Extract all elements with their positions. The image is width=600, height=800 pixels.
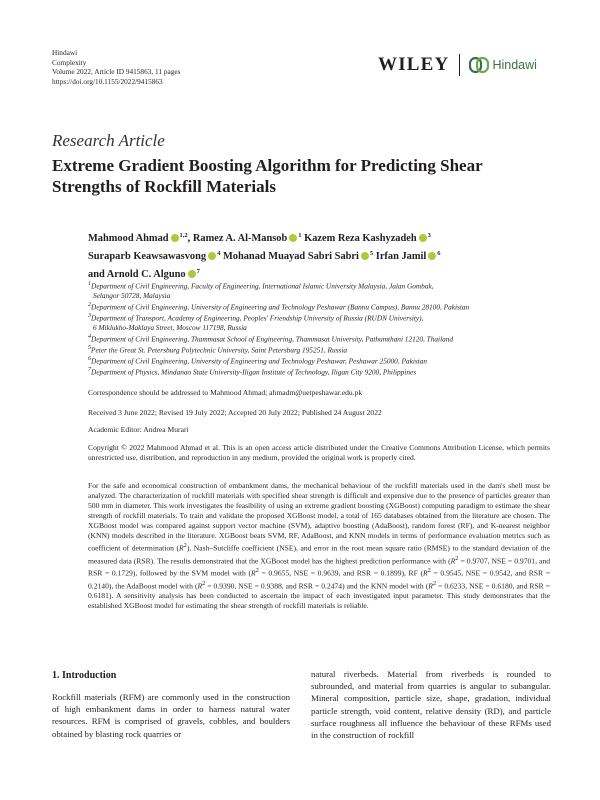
affiliation: $^1$Department of Civil Engineering, Faculty of Engineering, International Islamic University Malaysia, Jalan Gombak, Selangor 50728, Malaysia (88, 281, 434, 301)
correspondence: Correspondence should be addressed to Mahmood Ahmad; ahmadm@uetpeshawar.edu.pk (88, 388, 363, 397)
affiliation: $^4$Department of Civil Engineering, Thammasat School of Engineering, Thammasat University, Pathumthani 12120, Thailand (88, 333, 454, 344)
intro-left-column: Rockfill materials (RFM) are commonly used in the construction of high embankment dams in order to harness natural water resources. RFM is comprised of gravels, cobbles, and boulders obtained by blasting rock quarries or (52, 692, 290, 739)
affiliation: $^7$Department of Physics, Mindanao State University-Iligan Institute of Technology, Iligan City 9200, Philippines (88, 367, 417, 377)
affiliation: $^5$Peter the Great St. Petersburg Polytechnic University, Saint Petersburg 195251, Russia (88, 344, 348, 355)
affiliation-list (88, 280, 558, 377)
publisher-logos (378, 52, 537, 78)
article-title: Extreme Gradient Boosting Algorithm for Predicting Shear Strengths of Rockfill Materials (52, 156, 483, 196)
author-name[interactable]: Ramez A. Al-Mansob (192, 233, 288, 244)
journal-volume: Volume 2022, Article ID 9415863, 11 pages (52, 67, 181, 77)
intro-right-column: natural riverbeds. Material from riverbeds is rounded to subrounded, and material from quarries is angular to subangular. Mineral composition, particle size, shape, gradation, individual particle strength, void content, relative density (RD), and particle surface roughness all influence the behaviour of these RFMs used in the construction of rockfill (311, 669, 551, 741)
journal-info (52, 48, 181, 86)
copyright-notice: Copyright © 2022 Mahmood Ahmad et al. This is an open access article distributed under the Creative Commons Attribution License, which permits unrestricted use, distribution, and reproduction in any medium, provided the original work is properly cited. (88, 443, 550, 462)
author-name[interactable]: Arnold C. Alguno (106, 269, 186, 280)
journal-publisher: Hindawi (52, 48, 78, 57)
author-name[interactable]: Kazem Reza Kashyzadeh (304, 233, 417, 244)
orcid-icon[interactable] (419, 234, 427, 242)
orcid-icon[interactable] (361, 252, 369, 260)
hindawi-icon (469, 57, 489, 73)
orcid-icon[interactable] (428, 252, 436, 260)
affiliation: $^6$Department of Civil Engineering, University of Engineering and Technology Peshawar, Peshawar 25000, Pakistan (88, 356, 428, 366)
wiley-logo: WILEY (378, 54, 450, 75)
received-dates: Received 3 June 2022; Revised 19 July 2022; Accepted 20 July 2022; Published 24 August 2022 (88, 408, 382, 417)
orcid-icon[interactable] (208, 252, 216, 260)
author-name[interactable]: Mahmood Ahmad (88, 233, 169, 244)
orcid-icon[interactable] (289, 234, 297, 242)
journal-name: Complexity (52, 57, 87, 67)
hindawi-wordmark: Hindawi (492, 58, 537, 72)
logo-divider (459, 54, 460, 76)
orcid-icon[interactable] (171, 234, 179, 242)
author-name[interactable]: Mohanad Muayad Sabri Sabri (222, 251, 359, 262)
affiliation: $^3$Department of Transport, Academy of Engineering, Peoples' Friendship University of Russia (RUDN University), 6 Miklukho-Maklaya Street, Moscow 117198, Russia (88, 312, 424, 333)
author-list: Mahmood Ahmad $^{1,2}$, Ramez A. Al-Mansob $^1$ Kazem Reza Kashyzadeh $^3$ Suraparb Keawsawasvong $^4$ Mohanad Muayad Sabri Sabri $^5$ Irfan Jamil $^6$ and Arnold C. Alguno $^7$ (88, 232, 441, 280)
section-heading-introduction: 1. Introduction (52, 670, 117, 681)
orcid-icon[interactable] (188, 270, 196, 278)
journal-doi[interactable]: https://doi.org/10.1155/2022/9415863 (52, 76, 163, 86)
abstract: For the safe and economical construction of embankment dams, the mechanical behaviour of the rockfill materials used in the dam's shell must be analyzed. The characterization of rockfill materials with specified shear strength is difficult and expensive due to the presence of particles greater than 500 mm in diameter. This work investigates the feasibility of using an extreme gradient boosting (XGBoost) computing paradigm to estimate the shear strength of rockfill materials. To train and validate the proposed XGBoost model, a total of 165 databases obtained from the literature are chosen. The XGBoost model was compared against support vector machine (SVM), adaptive boosting (AdaBoost), random forest (RF), and K-nearest neighbor (KNN) models described in the literature. XGBoost beats SVM, RF, AdaBoost, and KNN models in terms of performance evaluation metrics such as coefficient of determination $(R^2)$, Nash–Sutcliffe coefficient (NSE), and error in the root mean square ratio (RMSE) to the standard deviation of the measured data (RSR). The results demonstrated that the XGBoost model has the highest prediction performance with ($R^2 = 0.9707$, NSE = 0.9701, and RSR = 0.1729), followed by the SVM model with ($R^2 = 0.9655$, NSE = 0.9639, and RSR = 0.1899), RF ($R^2 = 0.9545$, NSE = 0.9542, and RSR = 0.2140), the AdaBoost model with ($R^2 = 0.9390$, NSE = 0.9388, and RSR = 0.2474) and the KNN model with ($R^2 = 0.6233$, NSE = 0.6180, and RSR = 0.6181). A sensitivity analysis has been conducted to ascertain the impact of each investigated input parameter. This study demonstrates that the established XGBoost model for estimating the shear strength of rockfill materials is reliable. (88, 481, 551, 611)
article-type: Research Article (52, 131, 165, 150)
academic-editor: Academic Editor: Andrea Murari (88, 425, 189, 434)
affiliation: $^2$Department of Civil Engineering, University of Engineering and Technology Peshawar (Bannu Campus), Bannu 28100, Pakistan (88, 301, 470, 312)
author-name[interactable]: Suraparb Keawsawasvong (88, 251, 207, 262)
author-name[interactable]: Irfan Jamil (375, 251, 427, 262)
hindawi-logo (469, 57, 536, 73)
